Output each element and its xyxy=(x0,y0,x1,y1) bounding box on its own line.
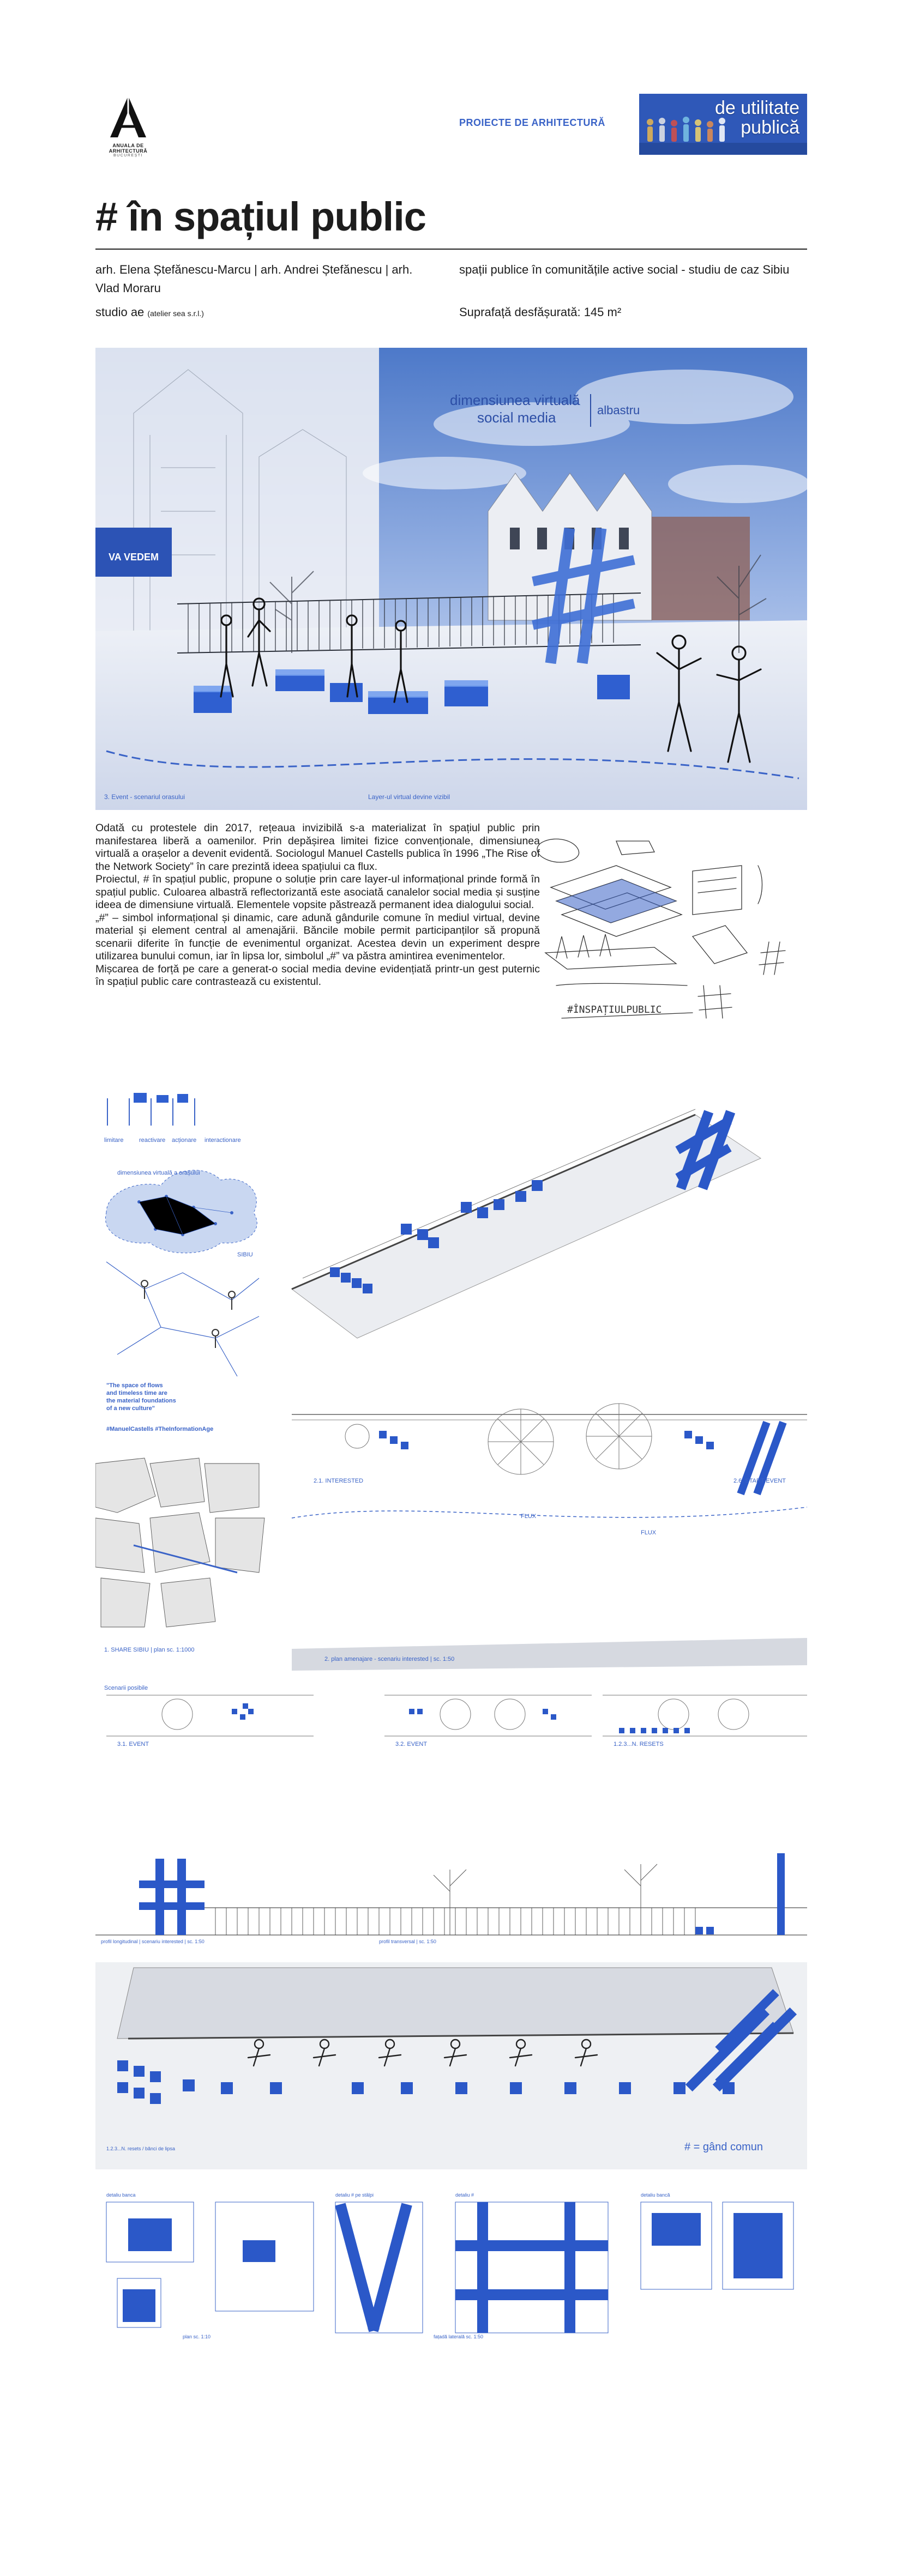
construction-details xyxy=(95,2180,807,2344)
plan-caption: 2. plan amenajare - scenariu interested | sc. 1:50 xyxy=(324,1656,455,1662)
page-title: # în spațiul public xyxy=(95,194,426,239)
resets-drawing xyxy=(95,1962,807,2169)
logo-a-icon xyxy=(104,93,153,142)
project-area: Suprafață desfășurată: 145 m² xyxy=(459,305,622,319)
section-label: PROIECTE DE ARHITECTURĂ xyxy=(459,117,605,128)
hero-label-color: albastru xyxy=(597,403,640,417)
detail-caption-3: detaliu # xyxy=(455,2192,474,2198)
paragraph-1: Odată cu protestele din 2017, rețeaua invizibilă s-a materializat în spațiul public prin manifestarea liberă a oamenilor. Prin depășirea limitei fizice convenționale, dimensiunea virtuală a orașelor a devenit evidentă. Sociologul Manuel Castells publica în 1996 „The Rise of the Network Society” în care prezintă ideea spațiului ca flux. xyxy=(95,822,540,873)
hash-meaning-caption: # = gând comun xyxy=(684,2141,763,2153)
paragraph-4: Mișcarea de forță pe care a generat-o social media devine evidențiată printr-un gest puternic în spațiul public care contrastează cu existentul. xyxy=(95,963,540,988)
banner-sign: VA VEDEM xyxy=(108,552,159,563)
hero-label-dimension: dimensiunea virtuală xyxy=(450,392,580,408)
detail-caption-5: plan sc. 1:10 xyxy=(183,2334,211,2339)
elevation-svg xyxy=(95,1853,807,1946)
sibiu-label: SIBIU xyxy=(237,1251,253,1258)
logo-line1: ANUALA DE ARHITECTURĂ xyxy=(109,143,148,154)
scenario-3-label: 1.2.3...N. RESETS xyxy=(614,1741,664,1747)
map-caption: 1. SHARE SIBIU | plan sc. 1:1000 xyxy=(104,1647,195,1653)
paragraph-3: „#” – simbol informațional și dinamic, care adună gândurile comune în mediul virtual, devine material și element central al amenajării. Băncile mobile permit participanților să propună scenarii diferite în funcție de evenimentul organizat. Acestea devin un experiment despre utilizarea bunului comun, iar în lipsa lor, simbolul „#” va păstra amintirea evenimentelor. xyxy=(95,911,540,962)
legend-item-4: interactionare xyxy=(205,1137,241,1144)
scenario-1-label: 3.1. EVENT xyxy=(117,1741,149,1747)
public-utility-badge xyxy=(639,94,807,155)
badge-line2: publică xyxy=(741,117,799,138)
legend-item-2: reactivare xyxy=(139,1137,166,1144)
castells-tags: #ManuelCastells #TheInformationAge xyxy=(106,1426,214,1432)
studio-name: studio ae xyxy=(95,305,145,319)
hero-caption-left: 3. Event - scenariul orasului xyxy=(104,793,185,801)
flux-label-2: FLUX xyxy=(641,1529,657,1536)
details-svg xyxy=(95,2180,807,2344)
detail-caption-2: detaliu # pe stâlpi xyxy=(335,2192,374,2198)
reset-caption: 1.2.3...N. resets / bănci de lipsa xyxy=(106,2146,176,2151)
resets-svg xyxy=(95,1962,807,2169)
hero-scene xyxy=(95,348,807,810)
legend-item-3: acționare xyxy=(172,1137,197,1144)
scenario-2-label: 3.2. EVENT xyxy=(395,1741,428,1747)
sketch-hash-note: #ÎNSPAȚIULPUBLIC xyxy=(567,1004,662,1015)
studio-note: (atelier sea s.r.l.) xyxy=(147,309,204,318)
elevation-caption-2: profil transversal | sc. 1:50 xyxy=(379,1939,436,1944)
paragraph-2: Proiectul, # în spațiul public, propune o soluție prin care layer-ul informațional prinde formă în spațiul public. Culoarea albastră reflectorizantă este asociată canalelor social media și susține ideea de dimensiune virtuală. Elementele vopsite păstrează permanent idea dialogului social. xyxy=(95,873,540,911)
badge-line1: de utilitate xyxy=(715,98,799,118)
concept-sketches xyxy=(453,822,807,1062)
authors: arh. Elena Ștefănescu-Marcu | arh. Andrei Ștefănescu | arh. Vlad Moraru xyxy=(95,263,413,295)
diagram-drawings xyxy=(95,1082,807,1758)
hero-caption-right: Layer-ul virtual devine vizibil xyxy=(368,793,450,801)
legend-item-1: limitare xyxy=(104,1137,124,1144)
interested-label: 2.1. INTERESTED xyxy=(314,1478,364,1484)
project-topic: spații publice în comunitățile active social - studiu de caz Sibiu xyxy=(459,263,790,276)
elevation-drawing xyxy=(95,1853,807,1946)
diagrams-sheet xyxy=(95,1082,807,1758)
elevation-caption-1: profil longitudinal | scenariu interested | sc. 1:50 xyxy=(101,1939,205,1944)
hero-collage xyxy=(95,348,807,810)
scenarios-title: Scenarii posibile xyxy=(104,1685,148,1691)
virtual-city-label: dimensiunea virtuală a orașului xyxy=(117,1170,200,1176)
detail-caption-4: detaliu bancă xyxy=(641,2192,670,2198)
detail-caption-6: fațadă laterală sc. 1:50 xyxy=(434,2334,484,2339)
castells-quote: "The space of flows and timeless time are the material foundations of a new culture" xyxy=(106,1382,176,1412)
hero-label-media: social media xyxy=(477,409,556,426)
annual-logo xyxy=(95,93,161,169)
hand-sketch-drawing xyxy=(453,822,807,1062)
title-divider xyxy=(95,249,807,250)
logo-line2: BUCUREȘTI xyxy=(113,154,143,158)
flux-label-1: FLUX xyxy=(521,1513,537,1520)
studio xyxy=(95,305,204,319)
start-event-label: 2.6. START EVENT xyxy=(733,1478,786,1484)
detail-caption-1: detaliu banca xyxy=(106,2192,136,2198)
